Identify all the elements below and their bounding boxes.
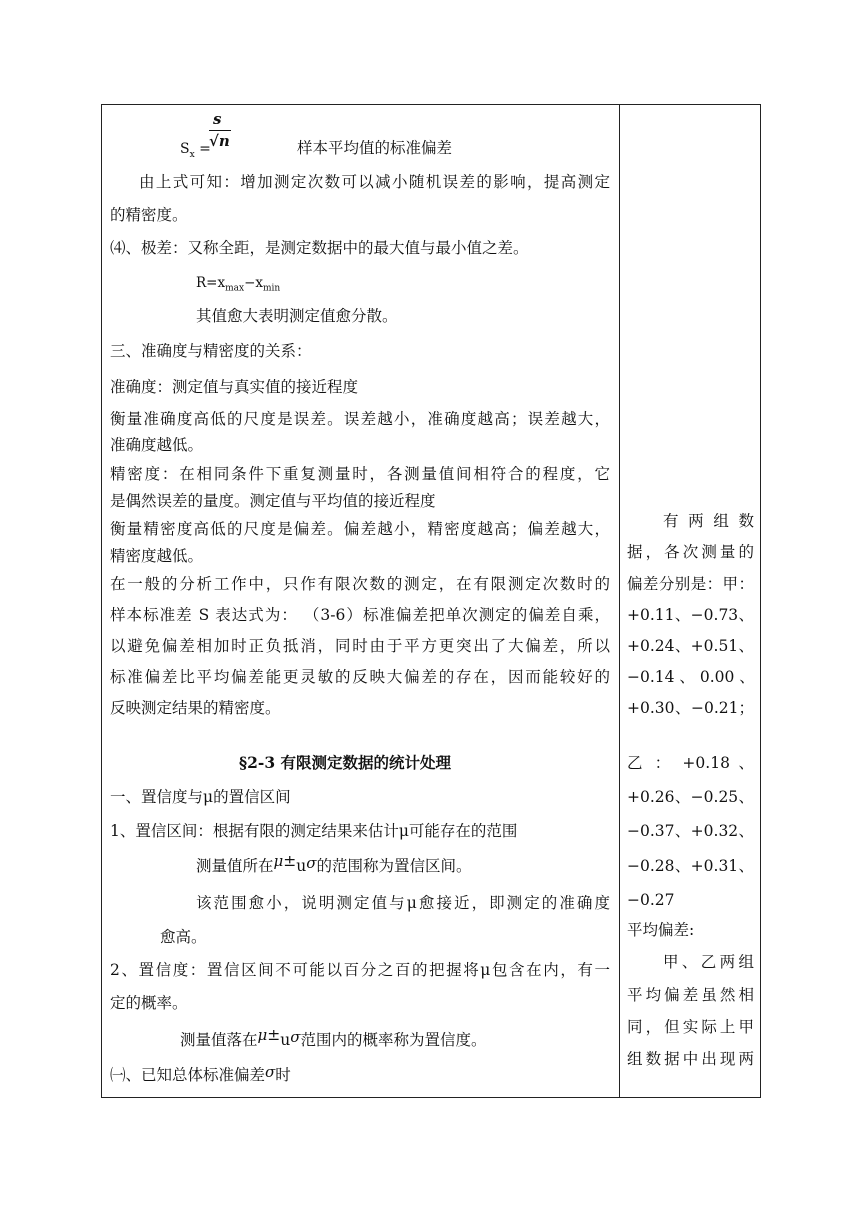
paragraph-line: 标准偏差比平均偏差能更灵敏的反映大偏差的存在，因而能较好的 (110, 668, 610, 686)
side-line: 甲、乙两组 (663, 953, 754, 971)
paragraph-line: 的精密度。 (110, 206, 188, 224)
sx-lhs: $S_x$ = (180, 141, 211, 160)
paragraph-line: 衡量准确度高低的尺度是误差。误差越小，准确度越高；误差越大， (110, 410, 610, 428)
fraction-bar (209, 130, 231, 131)
paragraph-line: 精密度越低。 (110, 547, 204, 565)
side-line: 偏差分别是：甲： (627, 575, 754, 593)
main-column (102, 105, 619, 1097)
side-line: 平均偏差虽然相 (627, 986, 754, 1004)
side-line: +0.26、−0.25、 (627, 788, 754, 806)
frac-numerator: s (213, 110, 222, 128)
paragraph-line: 样本标准差 S 表达式为： （3-6）标准偏差把单次测定的偏差自乘， (110, 606, 610, 624)
sx-description: 样本平均值的标准偏差 (297, 139, 453, 157)
frac-denominator: √n (209, 132, 230, 150)
side-line: +0.30、−0.21； (627, 699, 754, 717)
side-line: −0.14 、 0.00 、 (627, 668, 755, 686)
side-line: +0.11、−0.73、 (627, 606, 754, 624)
paragraph-line: 1、置信区间：根据有限的测定结果来估计μ可能存在的范围 (110, 822, 518, 840)
side-line: 同，但实际上甲 (627, 1018, 754, 1036)
paragraph-line: 其值愈大表明测定值愈分散。 (196, 307, 398, 325)
side-line: +0.24、+0.51、 (627, 637, 754, 655)
content-table (101, 104, 761, 1098)
paragraph-line: 准确度：测定值与真实值的接近程度 (110, 378, 359, 396)
side-line: 平均偏差: (627, 921, 695, 939)
confidence-level-line: 测量值落在μ±uσ范围内的概率称为置信度。 (180, 1026, 487, 1049)
paragraph-line: 是偶然误差的量度。测定值与平均值的接近程度 (110, 492, 436, 510)
paragraph-line: 愈高。 (160, 928, 207, 946)
side-line: 有 两 组 数 (663, 512, 754, 530)
paragraph-line: ㈠、已知总体标准偏差σ时 (110, 1063, 291, 1084)
section-heading: §2-3 有限测定数据的统计处理 (239, 753, 452, 772)
paragraph-line: 2、置信度：置信区间不可能以百分之百的把握将μ包含在内，有一 (110, 961, 610, 979)
paragraph-line: 在一般的分析工作中，只作有限次数的测定，在有限测定次数时的 (110, 575, 610, 593)
confidence-interval-line: 测量值所在μ±uσ的范围称为置信区间。 (196, 852, 472, 875)
section-title: 三、准确度与精密度的关系： (110, 342, 312, 360)
range-formula: $R=x_{max}-x_{min}$ (196, 275, 281, 294)
side-line: 组数据中出现两 (627, 1050, 754, 1068)
side-line: −0.27 (627, 891, 675, 909)
side-line: 据，各次测量的 (627, 543, 754, 561)
paragraph-line: ⑷、极差：又称全距，是测定数据中的最大值与最小值之差。 (110, 239, 529, 257)
paragraph-line: 一、置信度与μ的置信区间 (110, 788, 291, 806)
paragraph-line: 以避免偏差相加时正负抵消，同时由于平方更突出了大偏差，所以 (110, 637, 610, 655)
paragraph-line: 精密度：在相同条件下重复测量时，各测量值间相符合的程度，它 (110, 465, 610, 483)
paragraph-line: 衡量精密度高低的尺度是偏差。偏差越小，精密度越高；偏差越大， (110, 520, 610, 538)
side-line: 乙 ： +0.18 、 (627, 754, 754, 772)
paragraph-line: 该范围愈小，说明测定值与μ愈接近，即测定的准确度 (196, 894, 610, 912)
side-column (620, 105, 760, 1097)
paragraph-line: 反映测定结果的精密度。 (110, 699, 281, 717)
side-line: −0.37、+0.32、 (627, 822, 754, 840)
paragraph-line: 定的概率。 (110, 994, 188, 1012)
paragraph-line: 由上式可知：增加测定次数可以减小随机误差的影响，提高测定 (139, 173, 610, 191)
paragraph-line: 准确度越低。 (110, 436, 204, 454)
side-line: −0.28、+0.31、 (627, 857, 754, 875)
